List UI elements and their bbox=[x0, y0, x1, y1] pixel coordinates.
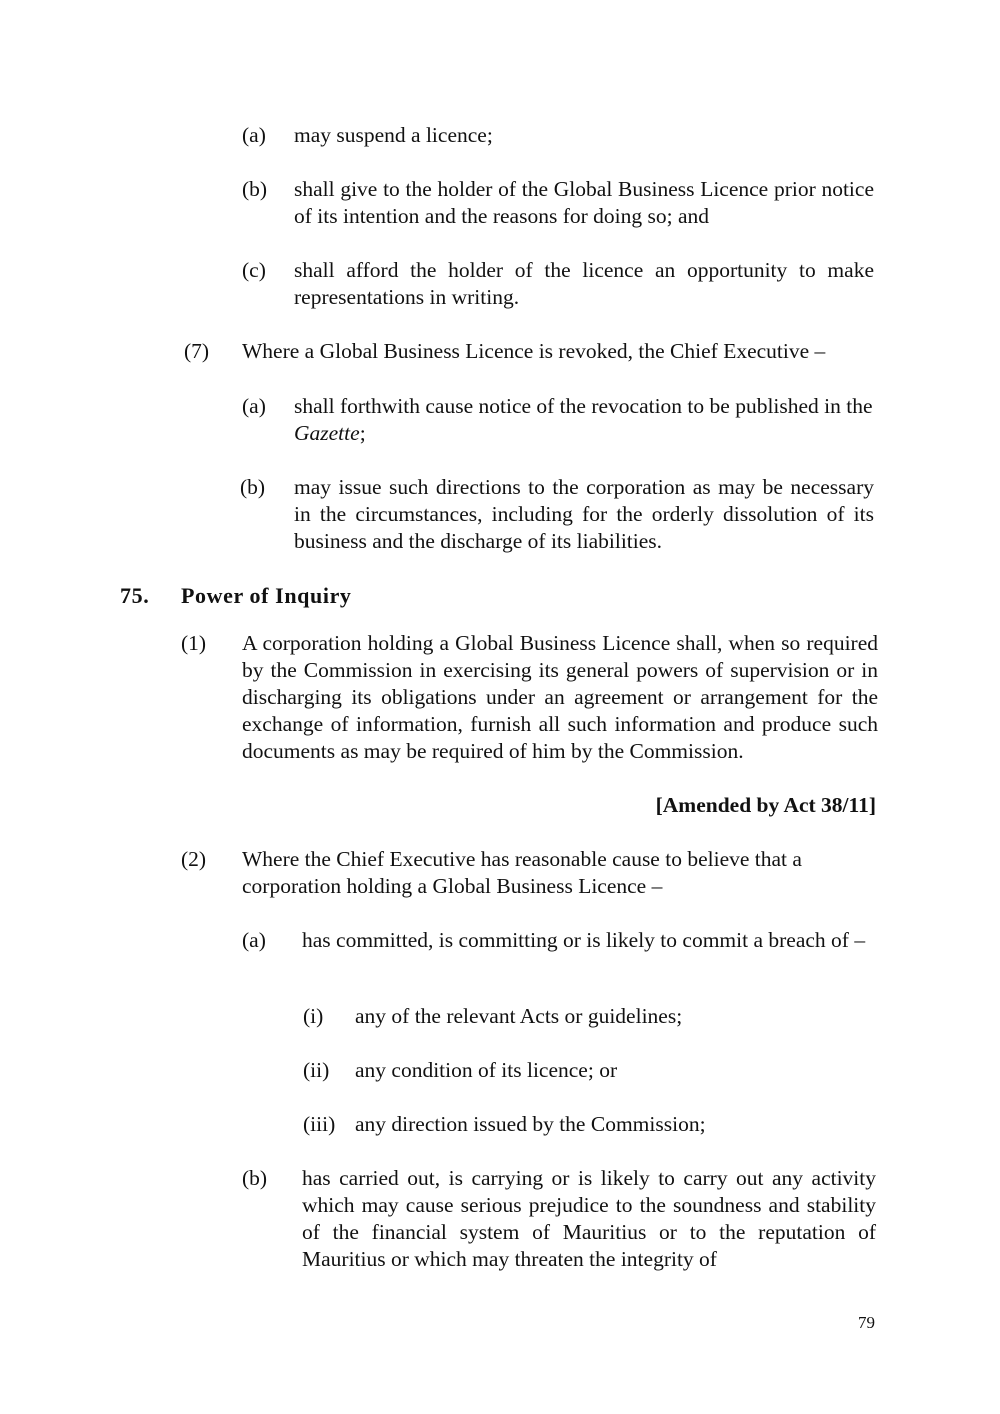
page-number: 79 bbox=[858, 1313, 875, 1332]
item-text-6c: shall afford the holder of the licence an opportunity to make representations in writing. bbox=[294, 258, 874, 309]
amendment-note: [Amended by Act 38/11] bbox=[655, 793, 876, 817]
item-label-6b: (b) bbox=[242, 177, 268, 201]
subsection-intro-2: Where the Chief Executive has reasonable cause to believe that a corporation holding a Global Business Licence – bbox=[242, 847, 802, 898]
subsection-label-1: (1) bbox=[181, 631, 207, 655]
item-label-2a-ii: (ii) bbox=[303, 1058, 330, 1082]
item-label-7b: (b) bbox=[240, 475, 266, 499]
item-text-2a: has committed, is committing or is likely to commit a breach of – bbox=[302, 928, 866, 952]
item-text-2a-iii: any direction issued by the Commission; bbox=[355, 1112, 706, 1136]
item-label-6a: (a) bbox=[242, 123, 266, 147]
section-title: Power of Inquiry bbox=[181, 583, 352, 608]
item-label-2a-iii: (iii) bbox=[303, 1112, 336, 1136]
item-text-7b: may issue such directions to the corporation as may be necessary in the circumstances, including for the orderly dissolution of its business and the discharge of its liabilities. bbox=[294, 475, 874, 553]
item-label-7a: (a) bbox=[242, 394, 266, 418]
subsection-label-7: (7) bbox=[184, 339, 210, 363]
item-text-2a-i: any of the relevant Acts or guidelines; bbox=[355, 1004, 683, 1028]
item-text-2b: has carried out, is carrying or is likely to carry out any activity which may cause serious prejudice to the soundness and stability of the financial system of Mauritius or to the reputation of Mauritius or which may threaten the integrity of bbox=[302, 1166, 876, 1271]
item-label-2a-i: (i) bbox=[303, 1004, 324, 1028]
item-text-6a: may suspend a licence; bbox=[294, 123, 493, 147]
gazette-italic: Gazette bbox=[294, 421, 360, 445]
item-label-6c: (c) bbox=[242, 258, 266, 282]
item-text-7a-main: shall forthwith cause notice of the revocation to be published in the bbox=[294, 394, 873, 418]
subsection-label-2: (2) bbox=[181, 847, 207, 871]
subsection-intro-7: Where a Global Business Licence is revoked, the Chief Executive – bbox=[242, 339, 826, 363]
section-number: 75. bbox=[120, 583, 150, 608]
item-label-2a: (a) bbox=[242, 928, 266, 952]
subsection-text-1: A corporation holding a Global Business Licence shall, when so required by the Commission in exercising its general powers of supervision or in discharging its obligations under an agreement or arrangement for the exchange of information, furnish all such information and produce such documents as may be required of him by the Commission. bbox=[242, 631, 878, 763]
item-label-2b: (b) bbox=[242, 1166, 268, 1190]
item-text-7a-end: ; bbox=[359, 421, 366, 445]
item-text-2a-ii: any condition of its licence; or bbox=[355, 1058, 618, 1082]
item-text-7a bbox=[294, 393, 874, 447]
item-text-6b: shall give to the holder of the Global Business Licence prior notice of its intention and the reasons for doing so; and bbox=[294, 177, 874, 228]
